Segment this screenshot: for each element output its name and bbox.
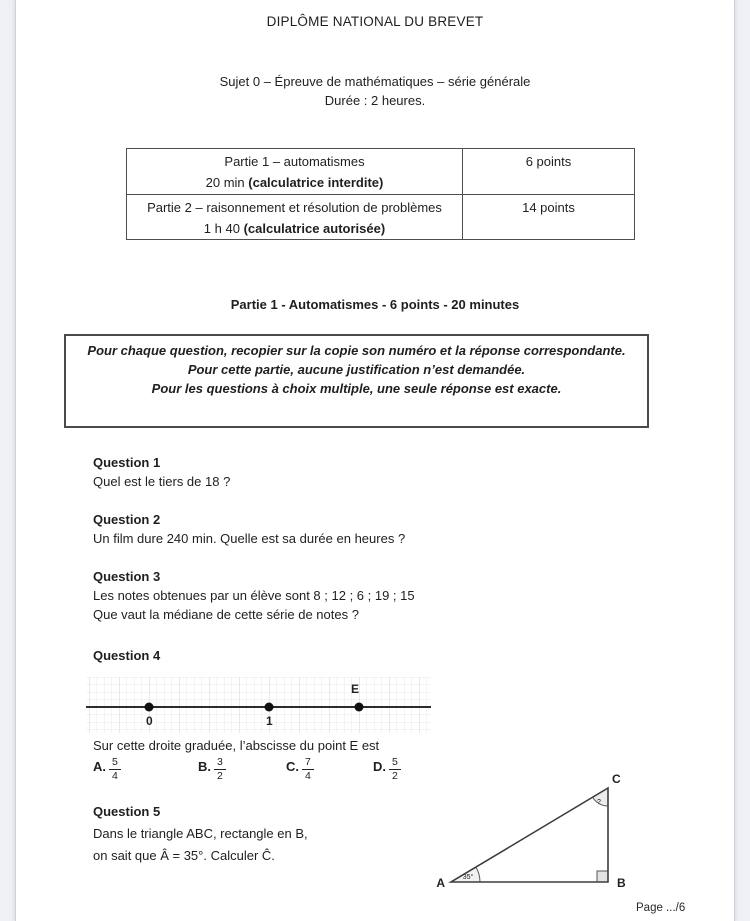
part2-points: 14 points [522,200,575,215]
exam-page [15,0,735,921]
angle-A-value: 35° [462,874,474,881]
choice-B-fraction [214,757,226,782]
page-number: Page .../6 [636,902,686,914]
part1-points: 6 points [525,154,572,169]
choice-C-fraction [302,757,314,782]
right-angle-marker [597,871,608,882]
fraction-denominator: 4 [305,770,311,783]
part1-calculator-rule: (calculatrice interdite) [248,175,384,190]
fraction-numerator: 5 [389,757,401,770]
tick-label-0: 0 [146,714,153,728]
fraction-denominator: 2 [392,770,398,783]
part2-time [127,218,462,239]
question-1-title: Question 1 [93,455,161,470]
points-table-part-cell [127,149,463,194]
instruction-line: Pour les questions à choix multiple, une seule réponse est exacte. [151,381,562,396]
choice-C-key: C. [286,759,299,775]
part1-time-prefix: 20 min [205,175,249,190]
vertex-A-label: A [436,876,445,890]
fraction-denominator: 4 [112,770,118,783]
points-table-points-cell [463,195,634,239]
vertex-B-label: B [617,876,626,890]
fraction-numerator: 5 [109,757,121,770]
points-table-part-cell [127,195,463,239]
part1-heading: Partie 1 - Automatismes - 6 points - 20 minutes [230,297,520,312]
choice-D [373,757,401,782]
part2-label: Partie 2 – raisonnement et résolution de problèmes [147,200,442,215]
question-5-title: Question 5 [93,804,161,819]
choice-A-fraction [109,757,121,782]
points-table [126,148,635,240]
point-E-label: E [351,682,360,696]
question-2-title: Question 2 [93,512,161,527]
question-5-text: on sait que Â = 35°. Calculer Ĉ. [93,848,275,863]
choice-A [93,757,121,782]
part1-time [127,172,462,193]
vertex-C-label: C [612,772,621,786]
points-table-row [127,194,634,239]
question-3-title: Question 3 [93,569,161,584]
question-3 [93,567,415,624]
triangle-figure [431,770,661,898]
triangle-outline [451,788,608,882]
document-subtitle: Sujet 0 – Épreuve de mathématiques – série générale [219,74,531,89]
angle-C-value: ? [597,799,601,806]
document-duration: Durée : 2 heures. [324,93,426,108]
choice-D-key: D. [373,759,386,775]
question-1 [93,453,230,491]
question-5-text: Dans le triangle ABC, rectangle en B, [93,826,308,841]
instruction-line: Pour chaque question, recopier sur la copie son numéro et la réponse correspondante. [87,343,626,358]
choice-B-key: B. [198,759,211,775]
part1-label: Partie 1 – automatismes [224,154,365,169]
question-2 [93,510,405,548]
points-table-row [127,149,634,194]
number-line-figure [86,677,431,736]
fraction-denominator: 2 [217,770,223,783]
choice-C [286,757,314,782]
point-E-dot [355,703,364,712]
point-1-dot [265,703,274,712]
points-table-points-cell [463,149,634,194]
question-4-prompt: Sur cette droite graduée, l’abscisse du point E est [93,738,380,753]
choice-B [198,757,226,782]
choice-D-fraction [389,757,401,782]
choice-A-key: A. [93,759,106,775]
question-3-text: Que vaut la médiane de cette série de notes ? [93,607,359,622]
fraction-numerator: 7 [302,757,314,770]
question-2-text: Un film dure 240 min. Quelle est sa durée en heures ? [93,531,406,546]
tick-label-1: 1 [266,714,273,728]
question-5 [93,802,308,865]
part2-calculator-rule: (calculatrice autorisée) [243,221,386,236]
instruction-line: Pour cette partie, aucune justification n’est demandée. [187,362,526,377]
question-4-title: Question 4 [93,648,161,663]
question-1-text: Quel est le tiers de 18 ? [93,474,231,489]
document-title: DIPLÔME NATIONAL DU BREVET [266,14,484,29]
fraction-numerator: 3 [214,757,226,770]
question-4 [93,646,160,665]
grid-major [86,677,431,733]
point-0-dot [145,703,154,712]
part2-time-prefix: 1 h 40 [203,221,244,236]
instructions-box [64,334,649,428]
question-3-text: Les notes obtenues par un élève sont 8 ; 12 ; 6 ; 19 ; 15 [93,588,415,603]
